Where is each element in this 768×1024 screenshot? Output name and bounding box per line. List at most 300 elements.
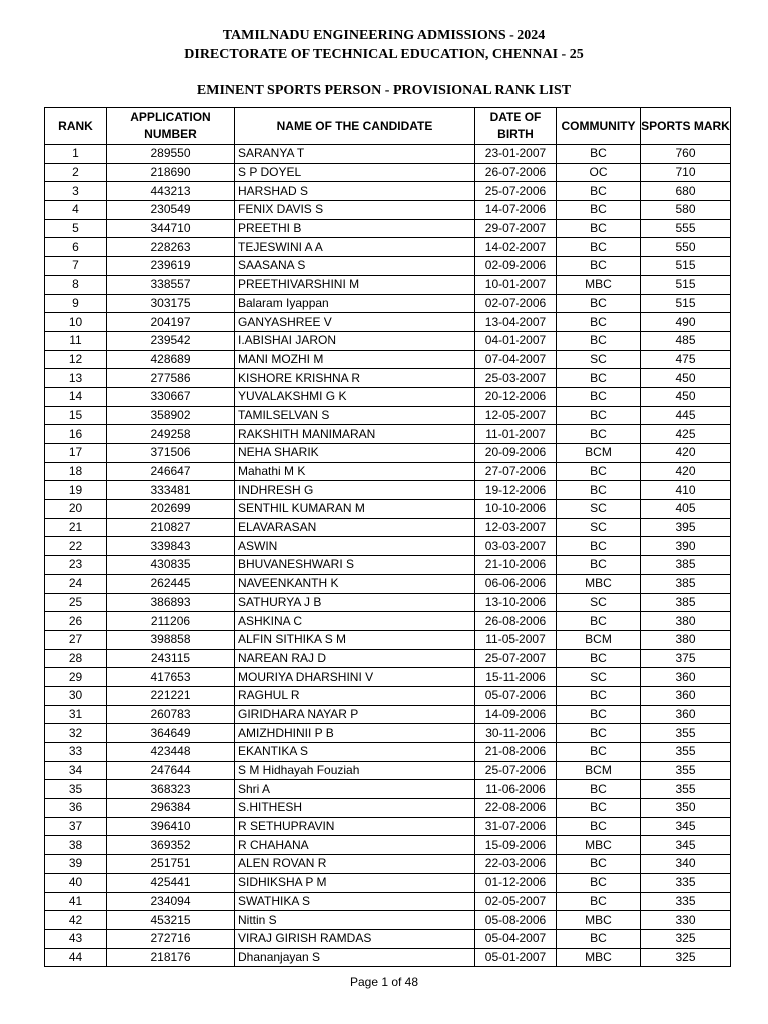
rank-cell: 10: [45, 313, 107, 332]
candidate-name-cell: NAVEENKANTH K: [235, 574, 475, 593]
date-of-birth-cell: 21-08-2006: [475, 743, 557, 762]
rank-cell: 40: [45, 873, 107, 892]
application-number-cell: 423448: [107, 743, 235, 762]
application-number-cell: 330667: [107, 387, 235, 406]
date-of-birth-cell: 06-06-2006: [475, 574, 557, 593]
table-row: [45, 724, 731, 743]
rank-cell: 9: [45, 294, 107, 313]
community-cell: BC: [557, 201, 641, 220]
application-number-cell: 218690: [107, 163, 235, 182]
table-row: [45, 556, 731, 575]
application-number-cell: 249258: [107, 425, 235, 444]
application-number-cell: 251751: [107, 855, 235, 874]
rank-cell: 35: [45, 780, 107, 799]
sports-mark-cell: 340: [641, 855, 731, 874]
date-of-birth-cell: 10-01-2007: [475, 275, 557, 294]
community-cell: SC: [557, 518, 641, 537]
rank-cell: 12: [45, 350, 107, 369]
community-cell: SC: [557, 668, 641, 687]
application-number-cell: 202699: [107, 500, 235, 519]
table-row: [45, 593, 731, 612]
candidate-name-cell: GIRIDHARA NAYAR P: [235, 705, 475, 724]
candidate-name-cell: SARANYA T: [235, 145, 475, 164]
table-row: [45, 929, 731, 948]
candidate-name-cell: PREETHIVARSHINI M: [235, 275, 475, 294]
candidate-name-cell: TAMILSELVAN S: [235, 406, 475, 425]
table-body: [45, 145, 731, 967]
table-row: [45, 350, 731, 369]
date-of-birth-cell: 04-01-2007: [475, 331, 557, 350]
community-cell: SC: [557, 350, 641, 369]
directorate-title: DIRECTORATE OF TECHNICAL EDUCATION, CHENNAI - 25: [184, 47, 584, 62]
sports-mark-cell: 410: [641, 481, 731, 500]
candidate-name-cell: R SETHUPRAVIN: [235, 817, 475, 836]
date-of-birth-cell: 13-04-2007: [475, 313, 557, 332]
candidate-name-cell: MOURIYA DHARSHINI V: [235, 668, 475, 687]
rank-cell: 33: [45, 743, 107, 762]
candidate-name-cell: MANI MOZHI M: [235, 350, 475, 369]
sports-mark-cell: 360: [641, 686, 731, 705]
application-number-cell: 246647: [107, 462, 235, 481]
community-cell: BC: [557, 406, 641, 425]
community-cell: BC: [557, 425, 641, 444]
sports-mark-cell: 485: [641, 331, 731, 350]
community-cell: BC: [557, 294, 641, 313]
rank-cell: 20: [45, 500, 107, 519]
table-row: [45, 873, 731, 892]
table-row: [45, 369, 731, 388]
application-number-cell: 364649: [107, 724, 235, 743]
table-row: [45, 331, 731, 350]
rank-cell: 5: [45, 219, 107, 238]
date-of-birth-cell: 14-07-2006: [475, 201, 557, 220]
table-row: [45, 500, 731, 519]
date-of-birth-cell: 23-01-2007: [475, 145, 557, 164]
table-row: [45, 668, 731, 687]
rank-cell: 8: [45, 275, 107, 294]
table-row: [45, 238, 731, 257]
page-number: Page 1 of 48: [349, 975, 419, 989]
sports-mark-cell: 405: [641, 500, 731, 519]
table-row: [45, 705, 731, 724]
rank-cell: 1: [45, 145, 107, 164]
sports-mark-cell: 550: [641, 238, 731, 257]
date-of-birth-cell: 03-03-2007: [475, 537, 557, 556]
application-number-cell: 344710: [107, 219, 235, 238]
application-number-cell: 339843: [107, 537, 235, 556]
community-cell: BC: [557, 929, 641, 948]
sports-mark-cell: 555: [641, 219, 731, 238]
application-number-cell: 386893: [107, 593, 235, 612]
date-of-birth-cell: 29-07-2007: [475, 219, 557, 238]
date-of-birth-cell: 25-07-2007: [475, 649, 557, 668]
community-cell: BC: [557, 238, 641, 257]
sports-mark-cell: 325: [641, 948, 731, 967]
table-row: [45, 948, 731, 967]
table-row: [45, 294, 731, 313]
rank-cell: 27: [45, 630, 107, 649]
sports-mark-cell: 450: [641, 369, 731, 388]
date-of-birth-cell: 15-09-2006: [475, 836, 557, 855]
date-of-birth-cell: 22-03-2006: [475, 855, 557, 874]
community-cell: BC: [557, 369, 641, 388]
sports-mark-cell: 375: [641, 649, 731, 668]
sports-mark-cell: 680: [641, 182, 731, 201]
sports-mark-cell: 360: [641, 705, 731, 724]
date-of-birth-cell: 05-08-2006: [475, 911, 557, 930]
candidate-name-cell: NEHA SHARIK: [235, 444, 475, 463]
rank-cell: 26: [45, 612, 107, 631]
date-of-birth-cell: 25-07-2006: [475, 761, 557, 780]
table-header-row: [45, 108, 731, 145]
community-cell: BC: [557, 817, 641, 836]
sports-mark-cell: 380: [641, 612, 731, 631]
rank-cell: 21: [45, 518, 107, 537]
candidate-name-column-header: NAME OF THE CANDIDATE: [235, 108, 475, 145]
sports-mark-cell: 345: [641, 817, 731, 836]
community-cell: BC: [557, 649, 641, 668]
rank-cell: 36: [45, 799, 107, 818]
table-row: [45, 574, 731, 593]
sports-mark-cell: 515: [641, 257, 731, 276]
application-number-cell: 371506: [107, 444, 235, 463]
sports-mark-cell: 450: [641, 387, 731, 406]
rank-cell: 41: [45, 892, 107, 911]
sports-mark-cell: 355: [641, 761, 731, 780]
community-cell: BC: [557, 462, 641, 481]
application-number-cell: 210827: [107, 518, 235, 537]
candidate-name-cell: FENIX DAVIS S: [235, 201, 475, 220]
table-row: [45, 649, 731, 668]
community-cell: MBC: [557, 574, 641, 593]
application-number-cell: 211206: [107, 612, 235, 631]
community-cell: BCM: [557, 444, 641, 463]
candidate-name-cell: SAASANA S: [235, 257, 475, 276]
candidate-name-cell: ALFIN SITHIKA S M: [235, 630, 475, 649]
community-cell: BC: [557, 743, 641, 762]
date-of-birth-cell: 10-10-2006: [475, 500, 557, 519]
date-of-birth-cell: 25-03-2007: [475, 369, 557, 388]
candidate-name-cell: SATHURYA J B: [235, 593, 475, 612]
table-row: [45, 855, 731, 874]
sports-mark-cell: 395: [641, 518, 731, 537]
application-number-cell: 368323: [107, 780, 235, 799]
date-of-birth-cell: 11-01-2007: [475, 425, 557, 444]
application-number-cell: 262445: [107, 574, 235, 593]
sports-mark-cell: 385: [641, 593, 731, 612]
table-row: [45, 836, 731, 855]
table-row: [45, 425, 731, 444]
rank-cell: 6: [45, 238, 107, 257]
application-number-cell: 239542: [107, 331, 235, 350]
community-cell: BC: [557, 873, 641, 892]
community-cell: BC: [557, 705, 641, 724]
candidate-name-cell: S M Hidhayah Fouziah: [235, 761, 475, 780]
date-of-birth-cell: 01-12-2006: [475, 873, 557, 892]
community-cell: BC: [557, 481, 641, 500]
table-row: [45, 462, 731, 481]
community-cell: BC: [557, 313, 641, 332]
sports-mark-cell: 355: [641, 724, 731, 743]
date-of-birth-cell: 05-04-2007: [475, 929, 557, 948]
candidate-name-cell: ASHKINA C: [235, 612, 475, 631]
candidate-name-cell: KISHORE KRISHNA R: [235, 369, 475, 388]
community-cell: BC: [557, 855, 641, 874]
candidate-name-cell: ALEN ROVAN R: [235, 855, 475, 874]
date-of-birth-cell: 21-10-2006: [475, 556, 557, 575]
date-of-birth-cell: 11-06-2006: [475, 780, 557, 799]
date-of-birth-cell: 31-07-2006: [475, 817, 557, 836]
date-of-birth-cell: 02-05-2007: [475, 892, 557, 911]
application-number-cell: 443213: [107, 182, 235, 201]
candidate-name-cell: TEJESWINI A A: [235, 238, 475, 257]
rank-cell: 17: [45, 444, 107, 463]
community-cell: BC: [557, 219, 641, 238]
candidate-name-cell: Dhananjayan S: [235, 948, 475, 967]
candidate-name-cell: R CHAHANA: [235, 836, 475, 855]
rank-cell: 2: [45, 163, 107, 182]
application-number-cell: 303175: [107, 294, 235, 313]
candidate-name-cell: Shri A: [235, 780, 475, 799]
candidate-name-cell: SIDHIKSHA P M: [235, 873, 475, 892]
community-cell: MBC: [557, 948, 641, 967]
document-title: TAMILNADU ENGINEERING ADMISSIONS - 2024: [222, 28, 546, 43]
table-row: [45, 481, 731, 500]
candidate-name-cell: S.HITHESH: [235, 799, 475, 818]
date-of-birth-cell: 07-04-2007: [475, 350, 557, 369]
sports-mark-cell: 390: [641, 537, 731, 556]
application-number-cell: 272716: [107, 929, 235, 948]
date-of-birth-cell: 20-09-2006: [475, 444, 557, 463]
table-row: [45, 686, 731, 705]
date-of-birth-cell: 14-09-2006: [475, 705, 557, 724]
community-cell: MBC: [557, 836, 641, 855]
table-row: [45, 163, 731, 182]
table-row: [45, 761, 731, 780]
dob-header-line2: BIRTH: [497, 127, 534, 141]
sports-mark-cell: 515: [641, 275, 731, 294]
table-row: [45, 201, 731, 220]
application-number-cell: 453215: [107, 911, 235, 930]
date-of-birth-cell: 13-10-2006: [475, 593, 557, 612]
table-row: [45, 799, 731, 818]
date-of-birth-cell: 05-01-2007: [475, 948, 557, 967]
list-title: EMINENT SPORTS PERSON - PROVISIONAL RANK LIST: [196, 83, 572, 98]
date-of-birth-cell: 05-07-2006: [475, 686, 557, 705]
candidate-name-cell: HARSHAD S: [235, 182, 475, 201]
community-cell: OC: [557, 163, 641, 182]
table-row: [45, 743, 731, 762]
table-row: [45, 219, 731, 238]
candidate-name-cell: RAKSHITH MANIMARAN: [235, 425, 475, 444]
community-cell: MBC: [557, 911, 641, 930]
candidate-name-cell: Balaram Iyappan: [235, 294, 475, 313]
table-row: [45, 630, 731, 649]
rank-cell: 32: [45, 724, 107, 743]
application-number-column-header: [107, 108, 235, 145]
table-row: [45, 780, 731, 799]
table-row: [45, 387, 731, 406]
sports-mark-cell: 385: [641, 556, 731, 575]
table-row: [45, 612, 731, 631]
rank-list-table: [44, 107, 731, 967]
community-cell: MBC: [557, 275, 641, 294]
candidate-name-cell: PREETHI B: [235, 219, 475, 238]
candidate-name-cell: NAREAN RAJ D: [235, 649, 475, 668]
community-cell: BC: [557, 145, 641, 164]
candidate-name-cell: AMIZHDHINII P B: [235, 724, 475, 743]
application-number-cell: 417653: [107, 668, 235, 687]
candidate-name-cell: I.ABISHAI JARON: [235, 331, 475, 350]
date-of-birth-cell: 26-07-2006: [475, 163, 557, 182]
application-number-cell: 396410: [107, 817, 235, 836]
candidate-name-cell: SENTHIL KUMARAN M: [235, 500, 475, 519]
rank-cell: 39: [45, 855, 107, 874]
rank-cell: 34: [45, 761, 107, 780]
date-of-birth-cell: 19-12-2006: [475, 481, 557, 500]
application-number-cell: 228263: [107, 238, 235, 257]
sports-mark-cell: 385: [641, 574, 731, 593]
sports-mark-cell: 335: [641, 892, 731, 911]
sports-mark-cell: 445: [641, 406, 731, 425]
sports-mark-cell: 515: [641, 294, 731, 313]
rank-cell: 25: [45, 593, 107, 612]
community-cell: BC: [557, 892, 641, 911]
application-number-cell: 277586: [107, 369, 235, 388]
sports-mark-cell: 360: [641, 668, 731, 687]
table-row: [45, 257, 731, 276]
sports-mark-cell: 330: [641, 911, 731, 930]
sports-mark-cell: 345: [641, 836, 731, 855]
table-row: [45, 145, 731, 164]
community-cell: BC: [557, 556, 641, 575]
candidate-name-cell: VIRAJ GIRISH RAMDAS: [235, 929, 475, 948]
rank-cell: 19: [45, 481, 107, 500]
rank-cell: 13: [45, 369, 107, 388]
application-number-cell: 218176: [107, 948, 235, 967]
date-of-birth-cell: 26-08-2006: [475, 612, 557, 631]
rank-cell: 29: [45, 668, 107, 687]
candidate-name-cell: INDHRESH G: [235, 481, 475, 500]
date-of-birth-cell: 20-12-2006: [475, 387, 557, 406]
table-row: [45, 182, 731, 201]
sports-mark-cell: 490: [641, 313, 731, 332]
rank-cell: 4: [45, 201, 107, 220]
application-number-cell: 425441: [107, 873, 235, 892]
rank-cell: 30: [45, 686, 107, 705]
sports-mark-cell: 335: [641, 873, 731, 892]
candidate-name-cell: BHUVANESHWARI S: [235, 556, 475, 575]
date-of-birth-cell: 11-05-2007: [475, 630, 557, 649]
rank-cell: 38: [45, 836, 107, 855]
rank-cell: 43: [45, 929, 107, 948]
sports-mark-cell: 475: [641, 350, 731, 369]
rank-cell: 14: [45, 387, 107, 406]
rank-cell: 22: [45, 537, 107, 556]
candidate-name-cell: Nittin S: [235, 911, 475, 930]
sports-mark-cell: 710: [641, 163, 731, 182]
rank-cell: 37: [45, 817, 107, 836]
application-number-cell: 338557: [107, 275, 235, 294]
rank-cell: 44: [45, 948, 107, 967]
rank-cell: 42: [45, 911, 107, 930]
table-row: [45, 817, 731, 836]
rank-cell: 15: [45, 406, 107, 425]
table-row: [45, 518, 731, 537]
table-row: [45, 406, 731, 425]
sports-mark-cell: 425: [641, 425, 731, 444]
community-cell: BC: [557, 780, 641, 799]
date-of-birth-cell: 12-03-2007: [475, 518, 557, 537]
candidate-name-cell: SWATHIKA S: [235, 892, 475, 911]
candidate-name-cell: S P DOYEL: [235, 163, 475, 182]
date-of-birth-column-header: [475, 108, 557, 145]
application-number-cell: 289550: [107, 145, 235, 164]
rank-cell: 28: [45, 649, 107, 668]
application-number-cell: 204197: [107, 313, 235, 332]
table-row: [45, 444, 731, 463]
sports-mark-cell: 350: [641, 799, 731, 818]
sports-mark-cell: 580: [641, 201, 731, 220]
community-cell: BC: [557, 182, 641, 201]
dob-header-line1: DATE OF: [489, 110, 542, 124]
candidate-name-cell: RAGHUL R: [235, 686, 475, 705]
sports-mark-cell: 380: [641, 630, 731, 649]
date-of-birth-cell: 14-02-2007: [475, 238, 557, 257]
date-of-birth-cell: 22-08-2006: [475, 799, 557, 818]
application-number-cell: 398858: [107, 630, 235, 649]
application-number-cell: 260783: [107, 705, 235, 724]
community-cell: BC: [557, 799, 641, 818]
rank-cell: 24: [45, 574, 107, 593]
application-header-line2: NUMBER: [144, 127, 197, 141]
application-number-cell: 239619: [107, 257, 235, 276]
community-cell: SC: [557, 500, 641, 519]
application-number-cell: 428689: [107, 350, 235, 369]
sports-mark-cell: 420: [641, 462, 731, 481]
candidate-name-cell: ELAVARASAN: [235, 518, 475, 537]
rank-cell: 31: [45, 705, 107, 724]
sports-mark-cell: 355: [641, 780, 731, 799]
sports-mark-cell: 325: [641, 929, 731, 948]
application-number-cell: 247644: [107, 761, 235, 780]
application-header-line1: APPLICATION: [130, 110, 211, 124]
candidate-name-cell: EKANTIKA S: [235, 743, 475, 762]
community-cell: SC: [557, 593, 641, 612]
community-cell: BC: [557, 331, 641, 350]
table-row: [45, 892, 731, 911]
date-of-birth-cell: 02-09-2006: [475, 257, 557, 276]
table-row: [45, 537, 731, 556]
candidate-name-cell: YUVALAKSHMI G K: [235, 387, 475, 406]
table-row: [45, 313, 731, 332]
community-cell: BC: [557, 537, 641, 556]
candidate-name-cell: Mahathi M K: [235, 462, 475, 481]
sports-mark-cell: 760: [641, 145, 731, 164]
candidate-name-cell: ASWIN: [235, 537, 475, 556]
sports-mark-cell: 420: [641, 444, 731, 463]
candidate-name-cell: GANYASHREE V: [235, 313, 475, 332]
application-number-cell: 221221: [107, 686, 235, 705]
application-number-cell: 296384: [107, 799, 235, 818]
application-number-cell: 234094: [107, 892, 235, 911]
rank-cell: 3: [45, 182, 107, 201]
application-number-cell: 369352: [107, 836, 235, 855]
community-cell: BC: [557, 387, 641, 406]
community-cell: BC: [557, 686, 641, 705]
application-number-cell: 358902: [107, 406, 235, 425]
community-cell: BCM: [557, 761, 641, 780]
